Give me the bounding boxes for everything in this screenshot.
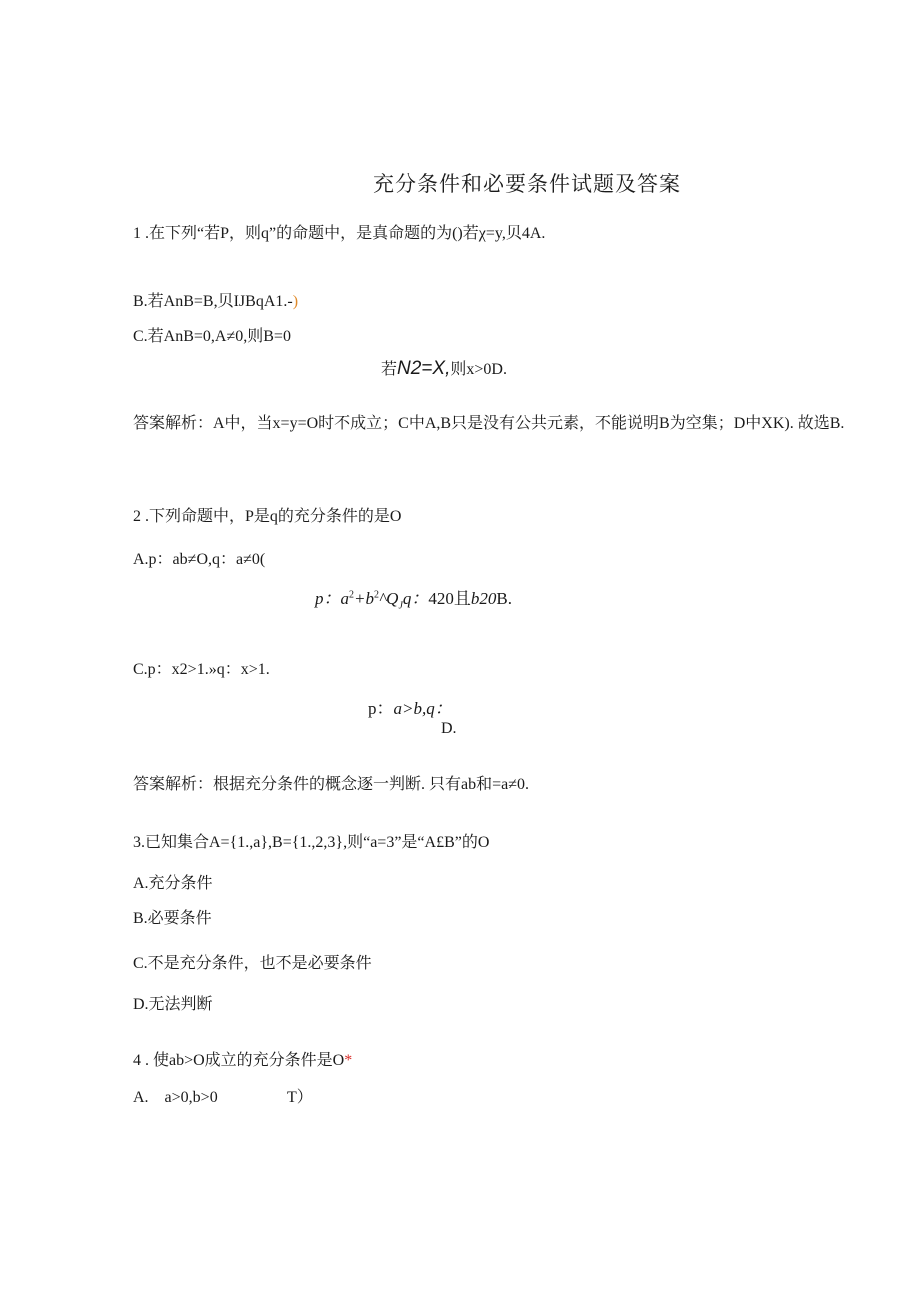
q1-option-d-pre: 若 — [381, 361, 398, 378]
q2-option-d-label: D. — [441, 720, 457, 737]
q1-option-d-formula: N2=X, — [397, 358, 451, 379]
q2-b-plus: +b — [354, 589, 374, 608]
q2-b-420: 420且 — [428, 589, 471, 608]
q3-stem: 3.已知集合A={1.,a},B={1.,2,3},则“a=3”是“A£B”的O — [133, 834, 490, 851]
q1-answer: 答案解析：A中，当x=y=O时不成立；C中A,B只是没有公共元素，不能说明B为空集；D中XK). 故选B. — [133, 415, 845, 432]
q2-b-end: B. — [496, 589, 512, 608]
q4-stem — [133, 1051, 352, 1071]
q1-stem: 1 .在下列“若P，则q”的命题中，是真命题的为()若χ=y,贝4A. — [133, 225, 546, 242]
q2-option-a: A.p：ab≠O,q：a≠0( — [133, 551, 266, 568]
q2-answer: 答案解析：根据充分条件的概念逐一判断. 只有ab和=a≠0. — [133, 776, 530, 793]
q2-b-sup1: 2 — [349, 589, 354, 601]
q2-option-c: C.p：x2>1.»q：x>1. — [133, 661, 270, 678]
q3-option-a: A.充分条件 — [133, 875, 213, 892]
q4-stem-mark: * — [344, 1052, 353, 1069]
q2-d-p: p： — [368, 699, 394, 718]
q2-b-sup2: 2 — [373, 589, 379, 601]
q2-option-d — [368, 699, 452, 719]
q3-option-d: D.无法判断 — [133, 996, 213, 1013]
q4-option-a: A. a>0,b>0 — [133, 1089, 218, 1106]
q2-d-expr: a>b,q： — [393, 699, 452, 718]
q2-stem: 2 .下列命题中，P是q的充分条件的是O — [133, 508, 402, 525]
q4-stem-text: 4 . 使ab>O成立的充分条件是O — [133, 1052, 345, 1069]
q3-option-b: B.必要条件 — [133, 910, 212, 927]
q1-option-d — [381, 359, 507, 380]
q1-option-b-mark: ) — [292, 293, 299, 310]
q2-b-b20: b20 — [470, 589, 497, 608]
q1-option-c: C.若AnB=0,A≠0,则B=0 — [133, 328, 291, 345]
q1-option-b — [133, 292, 298, 312]
q4-option-a-note: T） — [287, 1089, 313, 1106]
page-title: 充分条件和必要条件试题及答案 — [373, 172, 681, 196]
q3-option-c: C.不是充分条件，也不是必要条件 — [133, 955, 372, 972]
q1-option-d-post: 则x>0D. — [450, 361, 507, 378]
q2-b-sub: J — [398, 600, 403, 612]
q2-b-q: q： — [402, 589, 429, 608]
q2-b-rest: ^Q — [378, 589, 399, 608]
q1-option-b-text: B.若AnB=B,贝IJBqA1.- — [133, 293, 293, 310]
q2-option-b — [315, 589, 512, 616]
q2-b-a: a — [340, 589, 349, 608]
q2-b-p: p： — [315, 589, 341, 608]
